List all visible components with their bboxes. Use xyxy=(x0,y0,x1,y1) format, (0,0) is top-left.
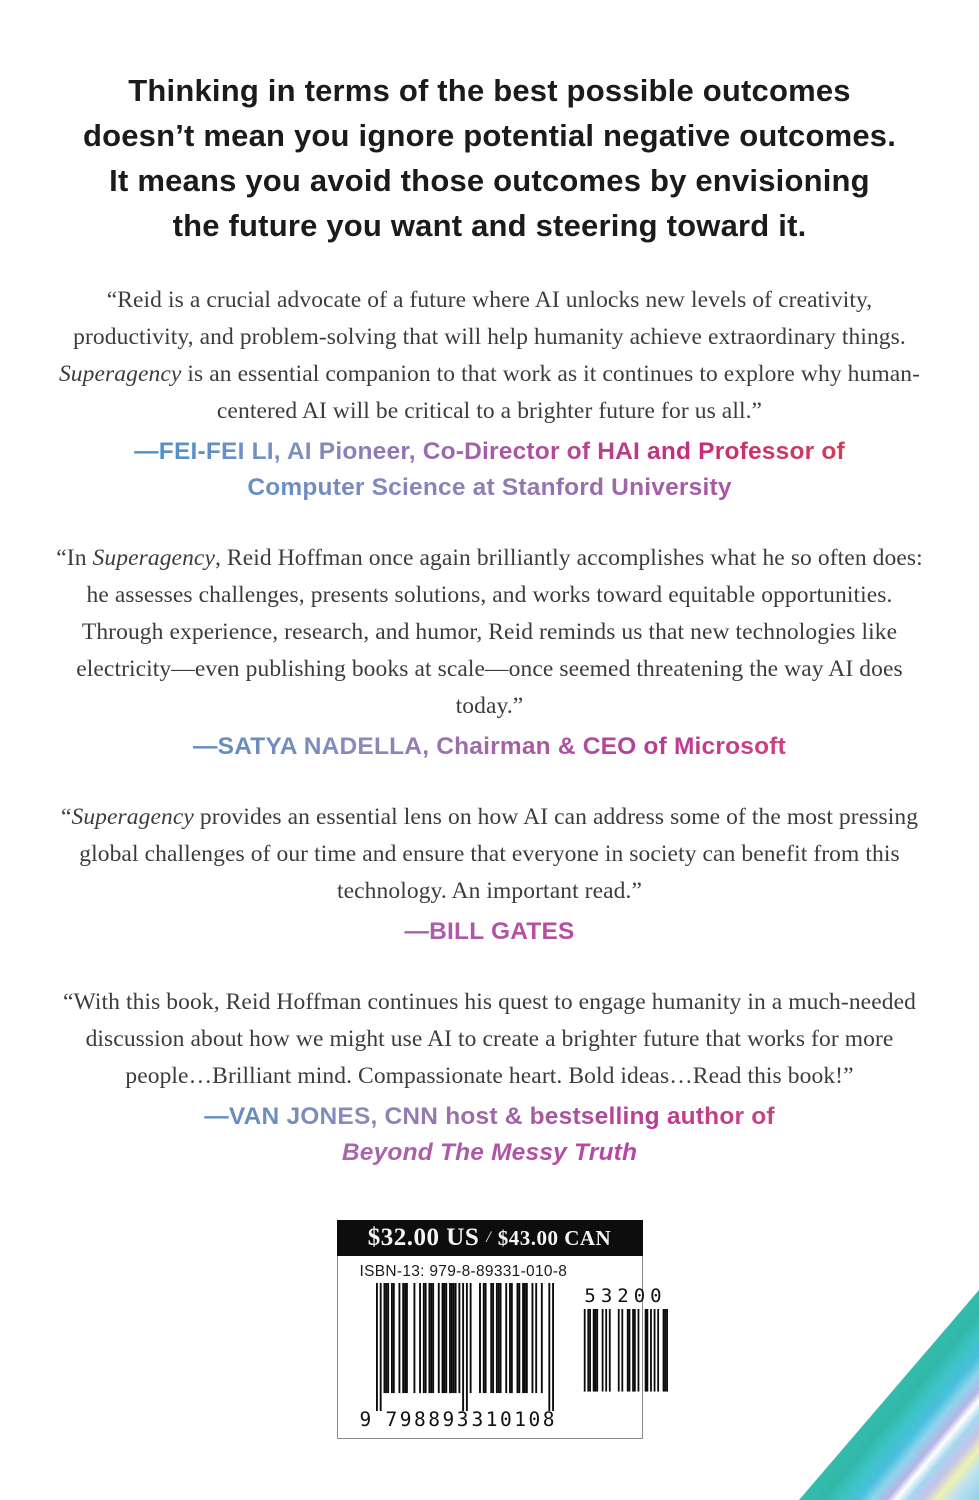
quote-block-bill-gates xyxy=(49,799,931,950)
quote-segment: , Reid Hoffman once again brilliantly accomplishes what he so often does: he assesses challenges, presents solutions, and works toward equitable opportunities. Through experience, research, and humor, Reid reminds us that new technologies like electricity—even publishing books at scale—once seemed threatening the way AI does today.” xyxy=(76,545,923,719)
quote-block-fei-fei-li xyxy=(49,282,931,506)
attribution-line: —SATYA NADELLA, Chairman & CEO of Microsoft xyxy=(49,729,931,765)
barcode-assembly xyxy=(337,1220,667,1439)
quote-text xyxy=(49,799,931,910)
attribution-line-book-title: Beyond The Messy Truth xyxy=(49,1135,931,1171)
attribution-line: Computer Science at Stanford University xyxy=(49,470,931,506)
quote-segment: “With this book, Reid Hoffman continues his quest to engage humanity in a much-needed discussion about how we might use AI to create a brighter future that works for more people…Brilliant mind. Compassionate heart. Bold ideas…Read this book!” xyxy=(63,989,916,1089)
quote-attribution xyxy=(49,434,931,506)
ean13-bars-graphic xyxy=(376,1283,554,1411)
price-us: $32.00 US xyxy=(367,1224,480,1251)
quote-block-satya-nadella xyxy=(49,540,931,765)
quote-block-van-jones xyxy=(49,984,931,1171)
quote-segment: “ xyxy=(60,804,72,830)
attribution-line: —VAN JONES, CNN host & bestselling author of xyxy=(49,1099,931,1135)
quote-segment: is an essential companion to that work as it continues to explore why human-centered AI will be critical to a brighter future for us all.” xyxy=(181,361,921,424)
ean13-barcode xyxy=(359,1283,557,1431)
barcode-row xyxy=(356,1283,667,1431)
supplement-bars-graphic xyxy=(582,1309,668,1405)
attribution-line: —FEI-FEI LI, AI Pioneer, Co-Director of HAI and Professor of xyxy=(49,434,931,470)
quote-segment: “Reid is a crucial advocate of a future where AI unlocks new levels of creativity, productivity, and problem-solving that will help humanity achieve extraordinary things. xyxy=(73,287,906,350)
quote-segment: “In xyxy=(56,545,93,571)
attribution-line: —BILL GATES xyxy=(49,914,931,950)
price-band xyxy=(337,1220,643,1256)
supplement-barcode xyxy=(580,1285,668,1429)
headline-line-2: doesn’t mean you ignore potential negative outcomes. xyxy=(82,118,897,153)
supplement-digits: 53200 xyxy=(584,1285,667,1307)
quote-attribution xyxy=(49,1099,931,1171)
quote-segment-italic: Superagency xyxy=(58,361,182,387)
isbn-label: ISBN-13: 979-8-89331-010-8 xyxy=(359,1263,568,1280)
quote-segment-italic: Superagency xyxy=(71,804,194,830)
quote-attribution xyxy=(49,729,931,765)
barcode-box xyxy=(337,1256,667,1439)
headline-line-3: It means you avoid those outcomes by envisioning xyxy=(109,163,870,198)
price-separator: / xyxy=(486,1229,491,1246)
price-can: $43.00 CAN xyxy=(497,1225,612,1250)
quote-segment-italic: Superagency xyxy=(92,545,215,571)
quote-text xyxy=(49,540,931,725)
quote-text xyxy=(49,282,931,430)
iridescent-swoosh-graphic xyxy=(799,1290,979,1500)
barcode-digits-left: 798893 xyxy=(385,1408,471,1431)
headline xyxy=(0,0,979,248)
quote-text xyxy=(49,984,931,1095)
quote-segment: provides an essential lens on how AI can address some of the most pressing global challenges of our time and ensure that everyone in society can benefit from this technology. An important read.” xyxy=(79,804,919,904)
headline-line-4: the future you want and steering toward it. xyxy=(172,208,807,243)
barcode-digit-prefix: 9 xyxy=(359,1408,372,1431)
quote-attribution xyxy=(49,914,931,950)
barcode-digits-right: 310108 xyxy=(471,1408,557,1431)
headline-line-1: Thinking in terms of the best possible outcomes xyxy=(128,73,851,108)
